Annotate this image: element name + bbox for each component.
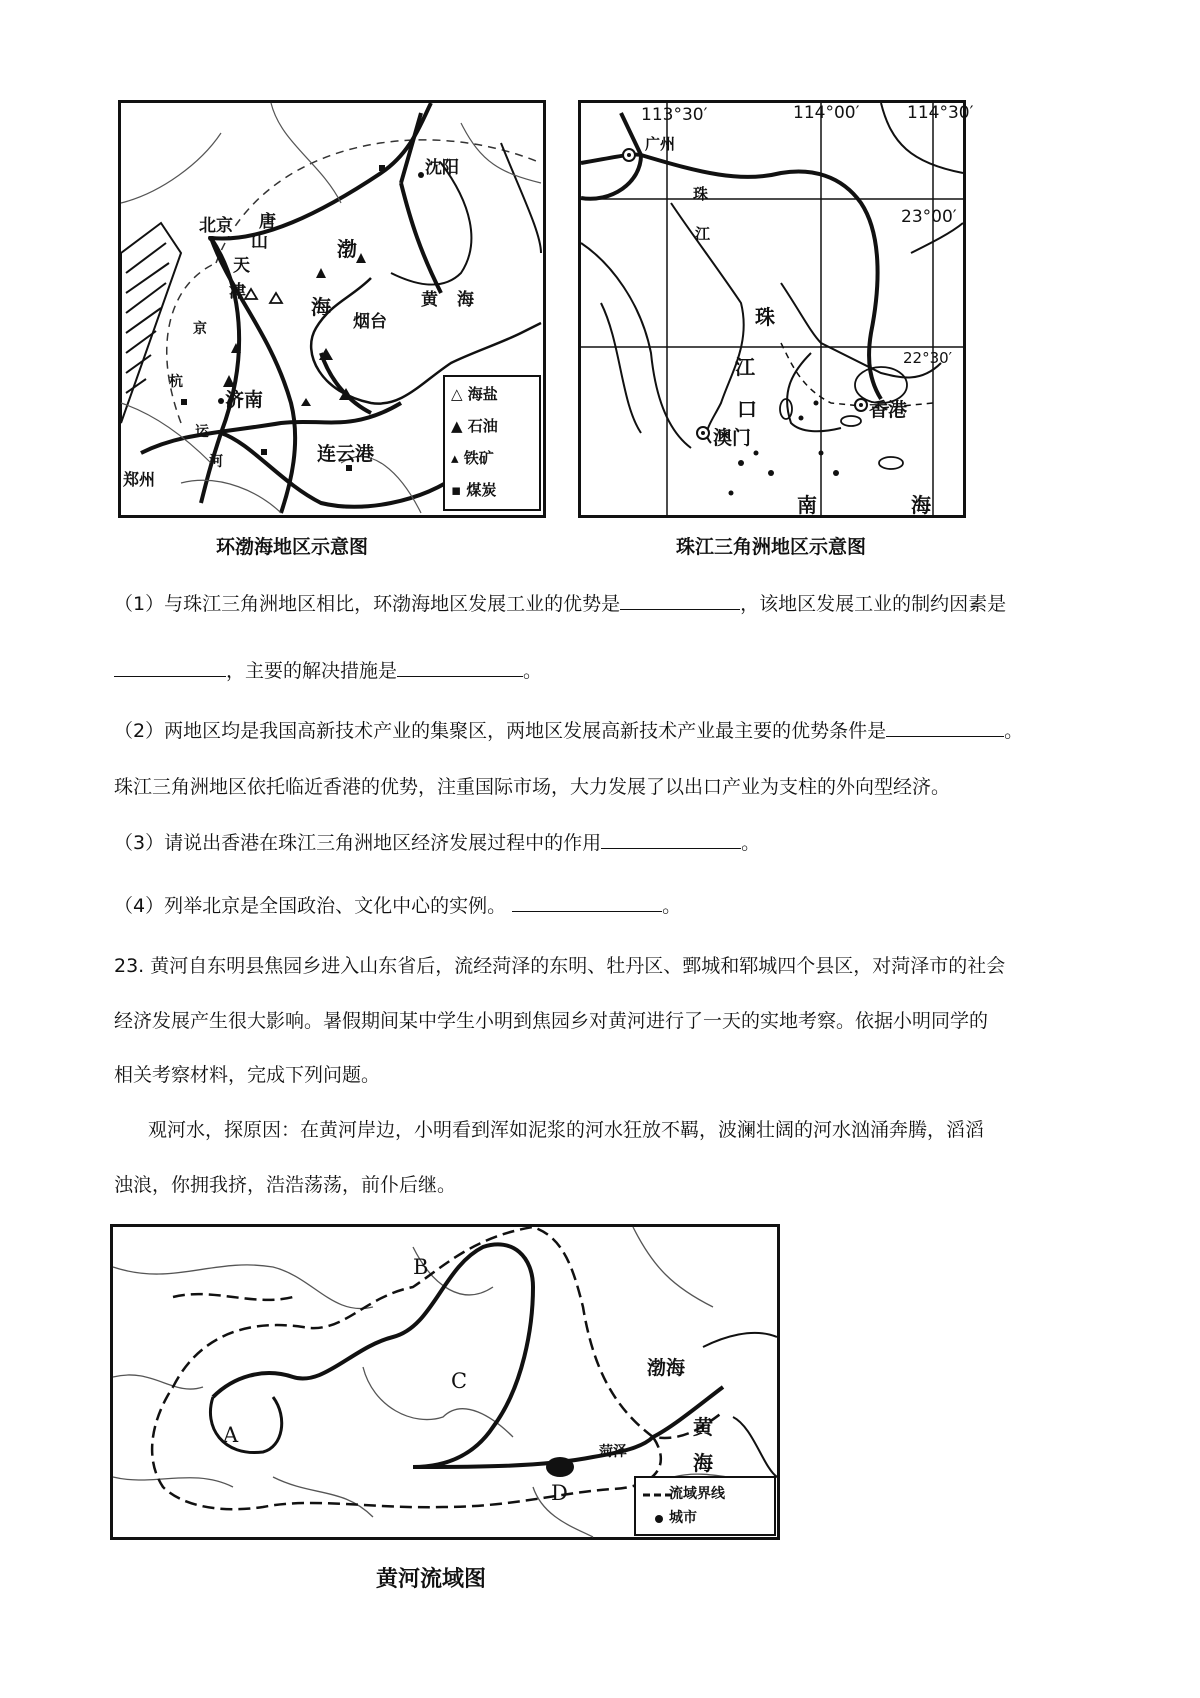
label-yunhe-1: 运 <box>195 424 209 440</box>
material-paragraph-line-1: 观河水，探原因：在黄河岸边，小明看到浑如泥浆的河水狂放不羁，波澜壮阔的河水汹涌奔腾，滔滔 <box>148 1119 985 1141</box>
label-macau: 澳门 <box>713 427 752 449</box>
label-lon-114-00: 114°00′ <box>793 103 860 123</box>
label-lat-22-30: 22°30′ <box>903 349 953 367</box>
oil-icon: ▲ <box>451 417 463 435</box>
question-1-line-2: ，主要的解决措施是 。 <box>114 658 542 684</box>
label-heze: 菏泽 <box>599 1444 627 1460</box>
question-23-line-2: 经济发展产生很大影响。暑假期间某中学生小明到焦园乡对黄河进行了一天的实地考察。依据小明同学的 <box>114 1010 989 1032</box>
answer-blank[interactable] <box>114 658 226 677</box>
answer-blank[interactable] <box>601 830 741 849</box>
answer-blank[interactable] <box>512 893 662 912</box>
label-jinghang-1: 京 <box>193 321 207 337</box>
label-lianyungang: 连云港 <box>317 443 375 465</box>
yellow-river-basin-map <box>110 1224 780 1540</box>
label-tangshan-2: 山 <box>251 232 268 252</box>
label-kou: 口 <box>737 397 757 421</box>
coal-icon: ▪ <box>451 481 462 499</box>
bohai-region-map <box>118 100 546 518</box>
label-guangzhou: 广州 <box>645 135 676 153</box>
label-beijing: 北京 <box>199 211 233 236</box>
region-label-d: D <box>551 1481 568 1505</box>
legend-city: 城市 <box>669 1510 697 1526</box>
label-huanghai-2: 海 <box>693 1451 713 1475</box>
prd-map-caption: 珠江三角洲地区示意图 <box>676 536 867 558</box>
label-lat-23-00: 23°00′ <box>901 207 957 227</box>
label-huanghai-1: 黄 <box>421 290 438 310</box>
sea-salt-icon: △ <box>451 385 463 403</box>
answer-blank[interactable] <box>886 718 1004 737</box>
legend-row: ▲ 石油 <box>451 417 498 435</box>
label-huanghai-2: 海 <box>457 290 474 310</box>
question-23-line-3: 相关考察材料，完成下列问题。 <box>114 1064 381 1086</box>
label-zhu: 珠 <box>755 305 775 329</box>
pearl-river-delta-map <box>578 100 974 518</box>
label-shenyang: 沈阳 <box>425 158 459 178</box>
yellow-river-map-caption: 黄河流域图 <box>376 1567 487 1592</box>
legend-row: ▴ 铁矿 <box>451 449 494 467</box>
iron-ore-icon: ▴ <box>451 449 459 467</box>
label-nan: 南 <box>797 493 817 517</box>
legend-basin-boundary: 流域界线 <box>669 1486 725 1502</box>
label-huanghai-1: 黄 <box>693 1415 713 1439</box>
label-bo: 渤 <box>337 237 357 261</box>
question-3: （3）请说出香港在珠江三角洲地区经济发展过程中的作用 。 <box>114 832 761 854</box>
label-zhujiang-river-a: 珠 <box>693 185 709 203</box>
region-label-a: A <box>223 1423 239 1447</box>
label-yantai: 烟台 <box>353 312 387 332</box>
label-hongkong: 香港 <box>869 399 908 421</box>
question-4: （4）列举北京是全国政治、文化中心的实例。 。 <box>114 895 682 917</box>
label-zhujiang-river-b: 江 <box>695 225 711 243</box>
region-label-c: C <box>451 1369 468 1393</box>
label-lon-114-30: 114°30′ <box>907 103 974 123</box>
question-23-line-1: 23. 黄河自东明县焦园乡进入山东省后，流经菏泽的东明、牡丹区、鄄城和郓城四个县区，对菏泽市的社会 <box>114 955 1006 977</box>
region-label-b: B <box>413 1255 429 1279</box>
legend-row: △ 海盐 <box>451 385 498 403</box>
legend-row: ▪ 煤炭 <box>451 481 497 499</box>
question-2-line-2: 珠江三角洲地区依托临近香港的优势，注重国际市场，大力发展了以出口产业为支柱的外向型经济。 <box>114 776 951 798</box>
label-jiang: 江 <box>735 355 755 379</box>
question-2-line-1: （2）两地区均是我国高新技术产业的集聚区，两地区发展高新技术产业最主要的优势条件是 。 <box>114 720 1024 742</box>
label-tianjin-2: 津 <box>229 282 246 302</box>
bohai-map-legend <box>443 375 541 511</box>
label-zhengzhou: 郑州 <box>123 467 155 490</box>
label-jinghang-2: 杭 <box>169 374 183 390</box>
label-tianjin-1: 天 <box>233 256 250 276</box>
bohai-map-caption: 环渤海地区示意图 <box>216 536 369 558</box>
question-1-line-1: （1）与珠江三角洲地区相比，环渤海地区发展工业的优势是 ，该地区发展工业的制约因素是 <box>114 593 1007 615</box>
label-yunhe-2: 河 <box>209 454 223 470</box>
answer-blank[interactable] <box>620 591 740 610</box>
label-tangshan-1: 唐 <box>259 212 276 232</box>
label-hai: 海 <box>911 493 931 517</box>
answer-blank[interactable] <box>397 658 523 677</box>
label-bohai: 渤海 <box>647 1357 686 1379</box>
label-hai: 海 <box>311 295 331 319</box>
material-paragraph-line-2: 浊浪，你拥我挤，浩浩荡荡，前仆后继。 <box>114 1174 457 1196</box>
label-lon-113-30: 113°30′ <box>641 105 708 125</box>
label-jinan: 济南 <box>225 389 264 411</box>
